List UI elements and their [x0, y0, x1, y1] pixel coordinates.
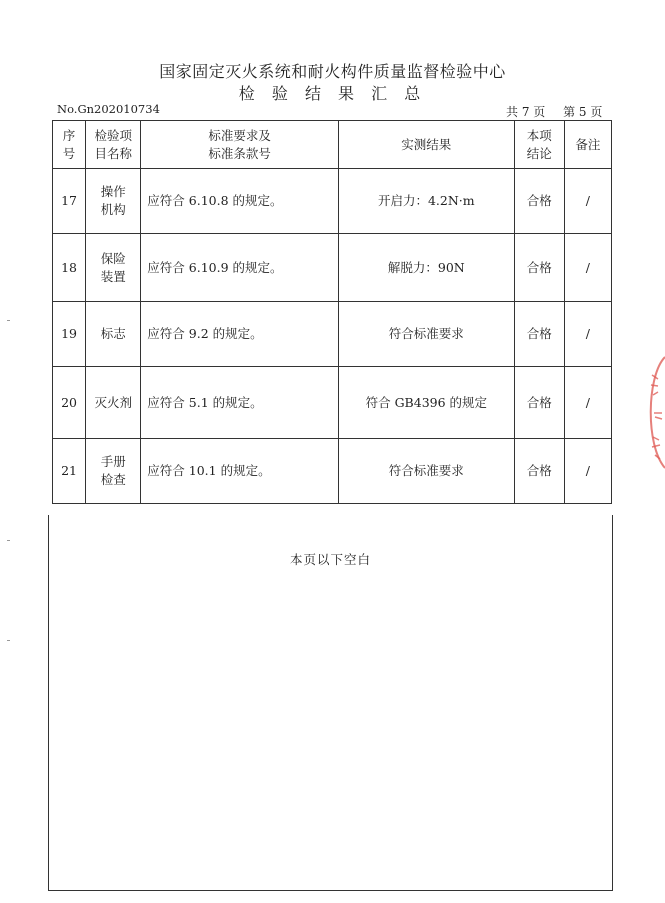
row-conclusion: 合格: [514, 439, 564, 504]
page-number: 第 5 页: [563, 105, 603, 119]
row-standard: 应符合 10.1 的规定。: [141, 439, 339, 504]
blank-note: 本页以下空白: [289, 552, 371, 567]
row-standard: 应符合 6.10.9 的规定。: [141, 234, 339, 302]
margin-tick: [7, 640, 10, 641]
row-conclusion: 合格: [514, 234, 564, 302]
row-remark: /: [564, 439, 611, 504]
header-line: 检验项: [94, 127, 132, 143]
item-line: 操作: [100, 184, 126, 199]
row-no: 20: [53, 367, 86, 439]
row-remark: /: [564, 367, 611, 439]
row-result: 开启力：4.2N·m: [339, 169, 515, 234]
table-row: [53, 169, 612, 234]
header-line: 标准要求及: [208, 127, 271, 143]
row-result: 解脱力：90N: [339, 234, 515, 302]
seal-stamp: [643, 355, 665, 470]
row-item: [86, 234, 141, 302]
row-item: [86, 439, 141, 504]
row-item: [86, 169, 141, 234]
row-result: 符合标准要求: [339, 439, 515, 504]
blank-area: [48, 515, 613, 891]
header-line: 标准条款号: [208, 145, 271, 161]
row-standard: 应符合 9.2 的规定。: [141, 302, 339, 367]
org-title: 国家固定灭火系统和耐火构件质量监督检验中心: [159, 62, 506, 81]
header-line: 序: [62, 127, 76, 143]
item-line: 检查: [100, 472, 126, 487]
row-standard: 应符合 6.10.8 的规定。: [141, 169, 339, 234]
header-no: [53, 121, 86, 169]
row-conclusion: 合格: [514, 367, 564, 439]
table-row: [53, 439, 612, 504]
margin-tick: [7, 320, 10, 321]
row-item: [86, 367, 141, 439]
row-standard: 应符合 5.1 的规定。: [141, 367, 339, 439]
table-row: [53, 367, 612, 439]
row-conclusion: 合格: [514, 169, 564, 234]
item-line: 装置: [100, 268, 126, 284]
table-row: [53, 234, 612, 302]
margin-tick: [7, 540, 10, 541]
item-line: 灭火剂: [94, 394, 132, 410]
header-line: 备注: [575, 136, 601, 152]
row-item: [86, 302, 141, 367]
item-line: 机构: [100, 202, 126, 217]
total-pages: 共 7 页: [506, 105, 546, 119]
row-result: 符合 GB4396 的规定: [339, 367, 515, 439]
header-line: 本项: [526, 127, 552, 143]
row-no: 17: [53, 169, 86, 234]
results-table: [52, 120, 612, 504]
header-line: 实测结果: [401, 136, 452, 152]
row-result: 符合标准要求: [339, 302, 515, 367]
row-no: 19: [53, 302, 86, 367]
table-header-row: [53, 121, 612, 169]
header-remark: [564, 121, 611, 169]
row-remark: /: [564, 302, 611, 367]
header-standard: [141, 121, 339, 169]
row-no: 18: [53, 234, 86, 302]
row-conclusion: 合格: [514, 302, 564, 367]
doc-title: 检 验 结 果 汇 总: [238, 84, 427, 103]
header-item: [86, 121, 141, 169]
header-line: 结论: [526, 145, 552, 161]
header-line: 号: [62, 145, 76, 161]
row-remark: /: [564, 169, 611, 234]
item-line: 标志: [100, 326, 126, 341]
row-remark: /: [564, 234, 611, 302]
header-result: [339, 121, 515, 169]
report-number: No.Gn202010734: [57, 102, 160, 116]
header-conclusion: [514, 121, 564, 169]
table-row: [53, 302, 612, 367]
item-line: 手册: [100, 454, 126, 469]
page-info: [506, 103, 602, 120]
row-no: 21: [53, 439, 86, 504]
header-line: 目名称: [94, 145, 132, 161]
item-line: 保险: [100, 250, 126, 266]
